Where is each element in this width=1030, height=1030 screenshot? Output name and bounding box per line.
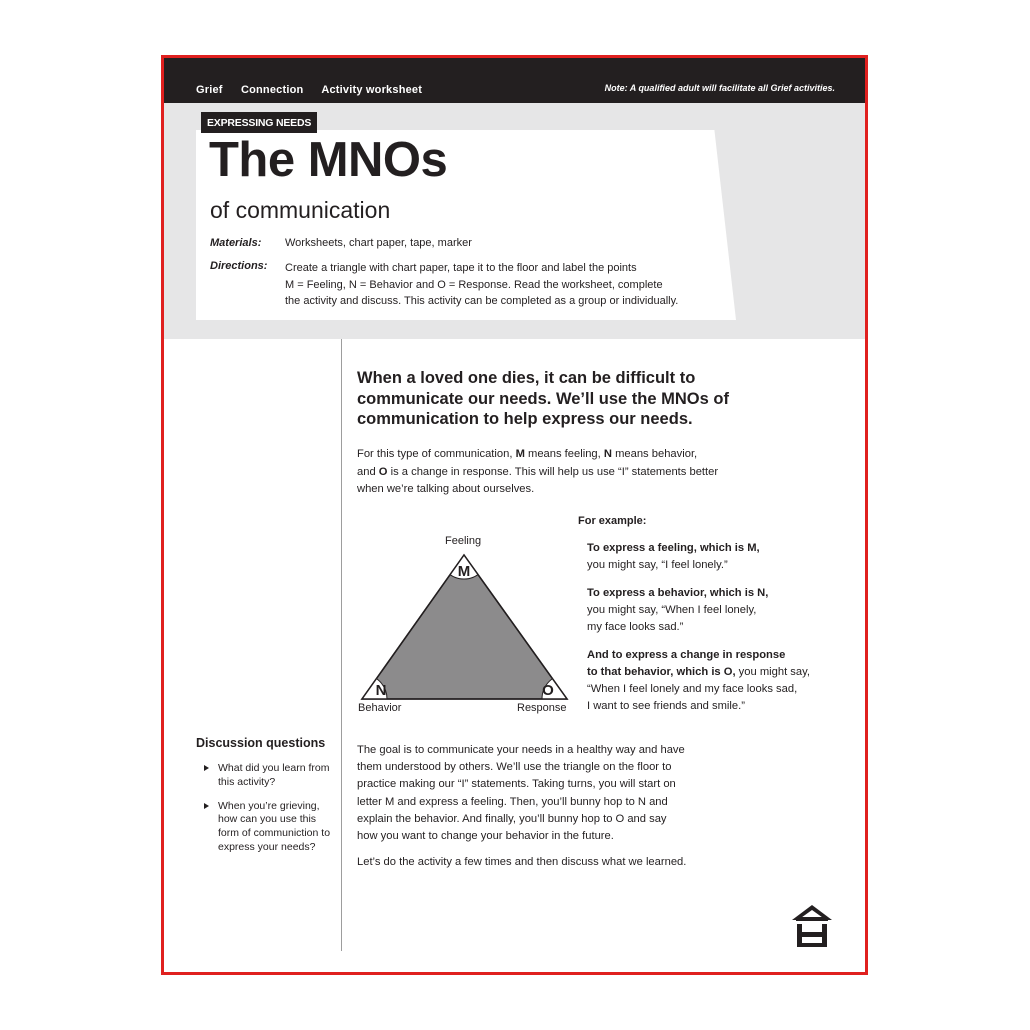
goal-line: The goal is to communicate your needs in a healthy way and have [357,744,685,756]
goal-paragraph [357,742,737,845]
facilitator-note: Note: A qualified adult will facilitate all Grief activities. [604,83,835,93]
breadcrumb-item: Activity worksheet [321,84,423,96]
breadcrumb [196,84,437,96]
page-subtitle: of communication [210,197,391,223]
top-bar [164,58,865,103]
materials-text: Worksheets, chart paper, tape, marker [285,237,472,249]
corner-n-letter: N [375,682,387,699]
triangle-svg [357,532,577,722]
example-text: you might say, “When I feel lonely, [587,604,757,616]
example-heading: to that behavior, which is O, [587,666,736,678]
intro-letter-n: N [603,448,612,460]
discussion-question: What did you learn from this activity? [204,762,334,790]
mno-triangle-diagram [357,532,577,722]
example-response [587,647,847,715]
corner-m-letter: M [457,563,471,580]
behavior-label: Behavior [358,702,402,714]
example-text: I want to see friends and smile.” [587,700,745,712]
directions-label: Directions: [210,260,268,272]
directions-text [285,260,725,310]
house-logo-icon [790,903,834,949]
page-title: The MNOs [209,133,448,187]
category-tag: EXPRESSING NEEDS [201,112,317,133]
intro-text: when we’re talking about ourselves. [357,483,535,495]
directions-line: the activity and discuss. This activity can be completed as a group or individually. [285,295,679,307]
breadcrumb-item: Grief [196,84,223,96]
closing-line: Let’s do the activity a few times and then discuss what we learned. [357,856,687,868]
goal-line: practice making our “I” statements. Taking turns, you will start on [357,778,676,791]
intro-text: and [357,465,379,478]
worksheet-page [161,55,868,975]
intro-letter-o: O [378,465,388,478]
lead-paragraph: When a loved one dies, it can be difficult to communicate our needs. We’ll use the MNOs of communication to help express our needs. [357,369,729,428]
example-text: my face looks sad.” [587,621,684,633]
breadcrumb-item: Connection [240,84,304,96]
discussion-list [204,762,334,865]
corner-o-letter: O [542,682,554,699]
example-text: “When I feel lonely and my face looks sad, [587,683,798,695]
example-heading: And to express a change in response [587,649,786,661]
directions-line: M = Feeling, N = Behavior and O = Response. Read the worksheet, complete [285,278,663,291]
example-heading: To express a behavior, which is N, [587,587,769,599]
intro-text: means behavior, [611,448,698,460]
goal-line: them understood by others. We’ll use the triangle on the floor to [357,761,672,774]
example-text: you might say, [735,666,810,678]
goal-line: explain the behavior. And finally, you’ll bunny hop to O and say [357,812,667,825]
intro-text: means feeling, [524,448,604,460]
discussion-question: When you’re grieving, how can you use this form of communiction to express your needs? [204,800,334,855]
directions-line: Create a triangle with chart paper, tape it to the floor and label the points [285,262,637,274]
intro-text: is a change in response. This will help us use “I” statements better [387,465,719,478]
example-feeling [587,540,847,574]
intro-paragraph [357,446,787,499]
example-text: you might say, “I feel lonely.” [587,559,728,571]
column-divider [341,339,342,951]
goal-line: how you want to change your behavior in the future. [357,830,614,843]
example-heading: To express a feeling, which is M, [587,542,760,554]
materials-label: Materials: [210,237,262,249]
goal-line: letter M and express a feeling. Then, you’ll bunny hop to N and [357,795,668,808]
for-example-label: For example: [578,515,647,527]
intro-text: For this type of communication, [357,448,516,460]
example-behavior [587,585,847,636]
intro-letter-m: M [515,448,525,460]
discussion-title: Discussion questions [196,736,326,750]
feeling-label: Feeling [445,535,482,547]
response-label: Response [517,702,567,714]
